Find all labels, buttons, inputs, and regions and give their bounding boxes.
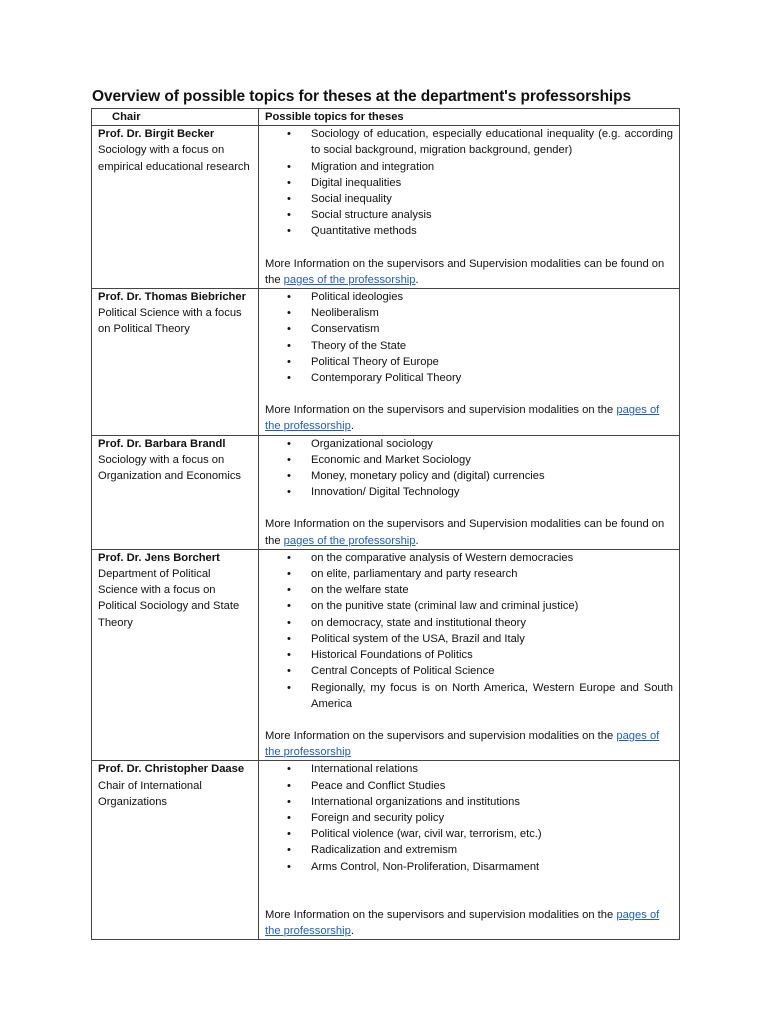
topic-item: • Economic and Market Sociology: [311, 452, 673, 468]
chair-name: Prof. Dr. Thomas Biebricher: [98, 291, 246, 304]
topic-item: • Digital inequalities: [311, 175, 673, 191]
topic-item: • Conservatism: [311, 321, 673, 337]
topic-list: [265, 126, 673, 239]
topic-item: • Social structure analysis: [311, 207, 673, 223]
table-row: [92, 289, 680, 436]
professorship-link[interactable]: pages of the professorship: [265, 729, 660, 759]
more-info-suffix: .: [350, 420, 354, 433]
topic-item: • Arms Control, Non-Proliferation, Disarmament: [311, 859, 673, 875]
more-info-suffix: .: [350, 924, 354, 937]
chair-description: Department of Political Science with a focus on Political Sociology and State Theory: [98, 568, 240, 629]
page-title: Overview of possible topics for theses at the department's professorships: [92, 88, 632, 105]
topic-item: • Peace and Conflict Studies: [311, 778, 673, 794]
topic-item: • on democracy, state and institutional theory: [311, 615, 673, 631]
more-info-suffix: .: [415, 534, 419, 547]
chair-name: Prof. Dr. Christopher Daase: [98, 763, 245, 776]
professorship-link[interactable]: pages of the professorship: [283, 534, 416, 547]
topic-item: • International organizations and institutions: [311, 794, 673, 810]
more-info: [265, 402, 673, 434]
topic-item: • Political violence (war, civil war, terrorism, etc.): [311, 826, 673, 842]
topic-item: • Theory of the State: [311, 338, 673, 354]
chair-name: Prof. Dr. Birgit Becker: [98, 128, 215, 141]
more-info: [265, 516, 673, 548]
more-info-text: More Information on the supervisors and supervision modalities on the: [265, 908, 614, 921]
chair-description: Sociology with a focus on Organization and Economics: [98, 453, 242, 483]
chair-cell: [92, 289, 259, 436]
topics-cell: [259, 289, 680, 436]
topic-item: • Contemporary Political Theory: [311, 370, 673, 386]
table-row: [92, 761, 680, 940]
professorship-link[interactable]: pages of the professorship: [265, 908, 660, 937]
table-row: [92, 435, 680, 549]
topic-item: • on elite, parliamentary and party research: [311, 566, 673, 582]
topic-item: • Political Theory of Europe: [311, 354, 673, 370]
more-info-text: More Information on the supervisors and Supervision modalities can be found on the: [265, 518, 665, 547]
topic-item: • Money, monetary policy and (digital) currencies: [311, 468, 673, 484]
chair-name: Prof. Dr. Jens Borchert: [98, 551, 220, 564]
chair-description: Sociology with a focus on empirical educational research: [98, 144, 250, 173]
topic-item: • Sociology of education, especially educational inequality (e.g. according to social background, migration background, gender): [311, 126, 673, 158]
chair-name: Prof. Dr. Barbara Brandl: [98, 437, 226, 450]
topic-list: [265, 761, 673, 874]
topic-list: [265, 436, 673, 501]
more-info-text: More Information on the supervisors and supervision modalities on the: [265, 404, 614, 417]
topic-item: • International relations: [311, 761, 673, 777]
topic-list: [265, 289, 673, 386]
more-info-text: More Information on the supervisors and supervision modalities on the: [265, 729, 614, 742]
topic-list: [265, 550, 673, 712]
chair-cell: [92, 761, 259, 940]
chair-cell: [92, 126, 259, 289]
chair-cell: [92, 549, 259, 760]
topic-item: • on the punitive state (criminal law and criminal justice): [311, 598, 673, 614]
topics-table: [91, 108, 680, 940]
topic-item: • Quantitative methods: [311, 223, 673, 239]
topics-cell: [259, 435, 680, 549]
topic-item: • Radicalization and extremism: [311, 842, 673, 858]
topic-item: • Central Concepts of Political Science: [311, 663, 673, 679]
more-info: [265, 907, 673, 939]
topics-cell: [259, 761, 680, 940]
topic-item: • Regionally, my focus is on North America, Western Europe and South America: [311, 680, 673, 712]
table-row: [92, 126, 680, 289]
topic-item: • Innovation/ Digital Technology: [311, 484, 673, 500]
more-info-suffix: .: [415, 273, 419, 286]
chair-description: Political Science with a focus on Political Theory: [98, 307, 242, 336]
topic-item: • Neoliberalism: [311, 305, 673, 321]
chair-description: Chair of International Organizations: [98, 779, 202, 808]
topic-item: • Political ideologies: [311, 289, 673, 305]
more-info: [265, 728, 673, 760]
topic-item: • Political system of the USA, Brazil and Italy: [311, 631, 673, 647]
topic-item: • Migration and integration: [311, 159, 673, 175]
header-chair: Chair: [92, 109, 259, 126]
topics-cell: [259, 549, 680, 760]
topic-item: • Foreign and security policy: [311, 810, 673, 826]
header-topics: Possible topics for theses: [259, 109, 680, 126]
table-header-row: [92, 109, 680, 126]
topic-item: • on the comparative analysis of Western democracies: [311, 550, 673, 566]
topic-item: • Historical Foundations of Politics: [311, 647, 673, 663]
topic-item: • on the welfare state: [311, 582, 673, 598]
topics-cell: [259, 126, 680, 289]
professorship-link[interactable]: pages of the professorship: [283, 273, 416, 286]
topic-item: • Organizational sociology: [311, 436, 673, 452]
more-info-text: More Information on the supervisors and Supervision modalities can be found on the: [265, 257, 665, 286]
topic-item: • Social inequality: [311, 191, 673, 207]
more-info: [265, 256, 673, 288]
professorship-link[interactable]: pages of the professorship: [265, 404, 660, 433]
chair-cell: [92, 435, 259, 549]
table-row: [92, 549, 680, 760]
